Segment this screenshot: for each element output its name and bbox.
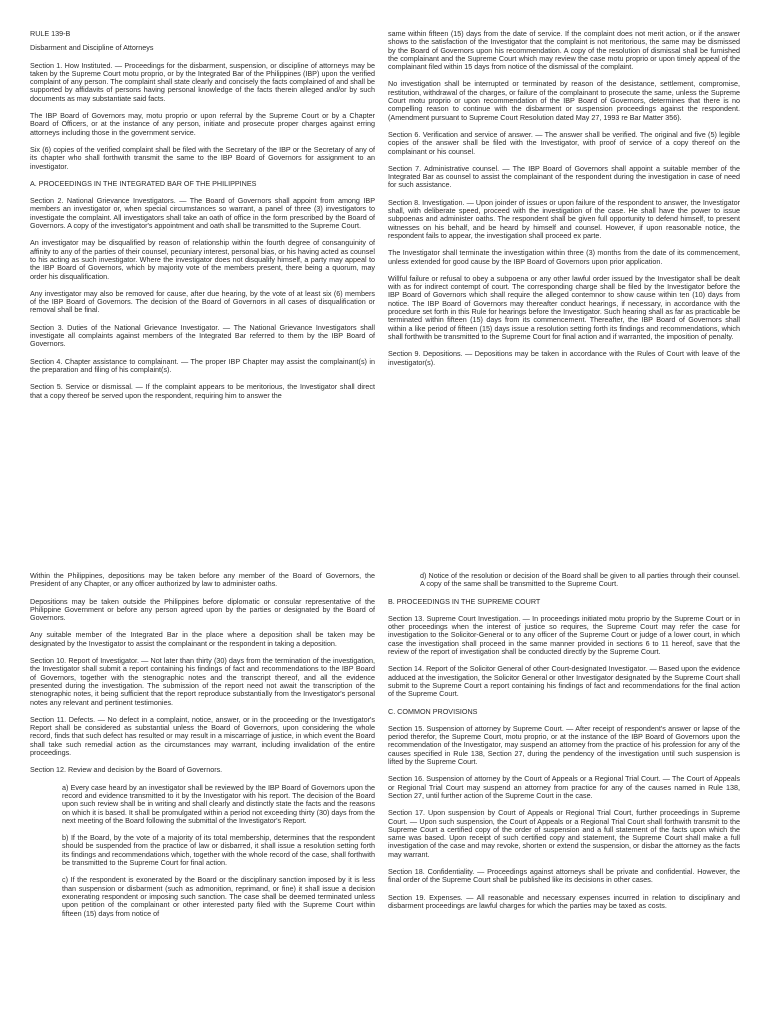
paragraph: A. PROCEEDINGS IN THE INTEGRATED BAR OF THE PHILIPPINES [30, 178, 257, 188]
paragraph: Section 3. Duties of the National Grievance Investigator. — The National Grievance Investigators shall investigate all complaints against members of the Integrated Bar referred to them by the IBP Board of Governors. [30, 322, 375, 349]
paragraph: Section 15. Suspension of attorney by Supreme Court. — After receipt of respondent's answer or lapse of the period therefor, the Supreme Court, motu proprio, or at the instance of the IBP Board of Governors upon the recommendation of the Investigator, may suspend an attorney from the practice of his profession for any of the causes specified in Rule 138, Section 27, during the pendency of the investigation until such suspension is lifted by the Supreme Court. [388, 723, 740, 767]
text-column-right [388, 572, 740, 1024]
paragraph: The IBP Board of Governors may, motu proprio or upon referral by the Supreme Court or by a Chapter Board of Officers, or at the instance of any person, initiate and prosecute proper charges against erring attorneys including those in the government service. [30, 111, 375, 137]
paragraph: Section 16. Suspension of attorney by the Court of Appeals or a Regional Trial Court. — The Court of Appeals or Regional Trial Court may suspend an attorney from practice for any of the causes named in Rule 138, Section 27, until further action of the Supreme Court in the case. [388, 774, 740, 800]
paragraph: Willful failure or refusal to obey a subpoena or any other lawful order issued by the Investigator shall be dealt with as for indirect contempt of court. The corresponding charge shall be filed by the Investigator before the IBP Board of Governors which shall require the alleged contemnor to show cause within ten (10) days from notice. The IBP Board of Governors may thereafter conduct hearings, if necessary, in accordance with the procedure set forth in this Rule for hearings before the Investigator. Such hearing shall as far as practicable be terminated within fifteen (15) days from its commencement. Thereafter, the IBP Board of Governors shall within a like period of fifteen (15) days issue a resolution setting forth its findings and recommendations, which shall forthwith be transmitted to the Supreme Court for final action and if warranted, the imposition of penalty. [388, 273, 740, 341]
paragraph: C. COMMON PROVISIONS [388, 706, 478, 716]
paragraph: b) If the Board, by the vote of a majority of its total membership, determines that the respondent should be suspended from the practice of law or disbarred, it shall issue a resolution setting forth its findings and recommendations which, together with the whole record of the case, shall forthwith be transmitted to the Supreme Court for final action. [62, 833, 375, 868]
document-page-bottom [0, 560, 768, 1024]
paragraph: Section 2. National Grievance Investigators. — The Board of Governors shall appoint from among IBP members an investigator or, when special circumstances so warrant, a panel of three (3) investigators to investigate the complaint. All investigators shall take an oath of office in the form prescribed by the Board of Governors. A copy of the investigator's appointment and oath shall be transmitted to the Supreme Court. [30, 196, 375, 231]
paragraph: Section 4. Chapter assistance to complainant. — The proper IBP Chapter may assist the complainant(s) in the preparation and filing of his complaint(s). [30, 356, 375, 374]
paragraph: Section 9. Depositions. — Depositions may be taken in accordance with the Rules of Court with leave of the investigator(s). [388, 349, 740, 367]
paragraph: Section 10. Report of Investigator. — Not later than thirty (30) days from the termination of the investigation, the Investigator shall submit a report containing his findings of fact and recommendations to the IBP Board of Governors, together with the stenographic notes and the transcript thereof, and all the evidence presented during the investigation. The submission of the report need not await the transcription of the stenographic notes, it being sufficient that the report reproduce substantially from the Investigator's personal notes any relevant and pertinent testimonies. [30, 656, 375, 707]
paragraph: An investigator may be disqualified by reason of relationship within the fourth degree of consanguinity of affinity to any of the parties of their counsel, pecuniary interest, personal bias, or his having acted as counsel to his acting as such investigator. Where the investigator does not disqualify himself, a party may appeal to the IBP Board of Governors, which by majority vote of the members present, there being a quorum, may order his disqualification. [30, 238, 375, 281]
paragraph: Any suitable member of the Integrated Bar in the place where a deposition shall be taken may be designated by the Investigator to assist the complainant or the respondent in taking a deposition. [30, 630, 375, 648]
paragraph: Section 19. Expenses. — All reasonable and necessary expenses incurred in relation to disciplinary and disbarment proceedings are lawful charges for which the parties may be taxed as costs. [388, 892, 740, 910]
paragraph: Section 12. Review and decision by the Board of Governors. [30, 765, 223, 775]
paragraph: Section 5. Service or dismissal. — If the complaint appears to be meritorious, the Investigator shall direct that a copy thereof be served upon the respondent, requiring him to answer the [30, 382, 375, 400]
paragraph: c) If the respondent is exonerated by the Board or the disciplinary sanction imposed by it is less than suspension or disbarment (such as admonition, reprimand, or fine) it shall issue a decision exonerating respondent or imposing such sanction. The case shall be deemed terminated unless upon petition of the complainant or other interested party filed with the Supreme Court within fifteen (15) days from notice of [62, 875, 375, 918]
text-column-left [30, 30, 375, 512]
paragraph: RULE 139-B [30, 30, 71, 38]
paragraph: Disbarment and Discipline of Attorneys [30, 43, 154, 53]
paragraph: Section 11. Defects. — No defect in a complaint, notice, answer, or in the proceeding or the Investigator's Report shall be considered as substantial unless the Board of Governors, upon considering the whole record, finds that such defect has resulted or may result in a miscarriage of justice, in which event the Board shall take such remedial action as the circumstances may warrant, including invalidation of the entire proceedings. [30, 714, 375, 758]
paragraph: Six (6) copies of the verified complaint shall be filed with the Secretary of the IBP or the Secretary of any of its chapter who shall forthwith transmit the same to the IBP Board of Governors for assignment to an investigator. [30, 144, 375, 171]
paragraph: Section 14. Report of the Solicitor General of other Court-designated Investigator. — Based upon the evidence adduced at the investigation, the Solicitor General or other Investigator designated by the Supreme Court shall submit to the Supreme Court a report containing his findings of fact and recommendations for the final action of the Supreme Court. [388, 664, 740, 699]
paragraph: Section 18. Confidentiality. — Proceedings against attorneys shall be private and confidential. However, the final order of the Supreme Court shall be published like its decisions in other cases. [388, 867, 740, 885]
text-column-left [30, 572, 375, 1024]
paragraph: Section 8. Investigation. — Upon joinder of issues or upon failure of the respondent to answer, the Investigator shall, with deliberate speed, proceed with the investigation of the case. He shall have the power to issue subpoenas and administer oaths. The respondent shall be given full opportunity to defend himself, to present witnesses on his behalf, and be heard by himself and counsel. However, if upon reasonable notice, the respondent fails to appear, the investigation shall proceed ex parte. [388, 197, 740, 240]
paragraph: Section 17. Upon suspension by Court of Appeals or Regional Trial Court, further proceedings in Supreme Court. — Upon such suspension, the Court of Appeals or a Regional Trial Court shall forthwith transmit to the Supreme Court a certified copy of the order of suspension and a full statement of the facts upon which the same was based. Upon receipt of such certified copy and statement, the Supreme Court shall make a full investigation of the case and may revoke, shorten or extend the suspension, or disbar the attorney as the facts may warrant. [388, 808, 740, 859]
paragraph: Section 13. Supreme Court Investigation. — In proceedings initiated motu proprio by the Supreme Court or in other proceedings when the interest of justice so requires, the Supreme Court may refer the case for investigation to the Solicitor-General or to any officer of the Supreme Court or judge of a lower court, in which case the investigation shall proceed in the same manner provided in sections 6 to 11 hereof, save that the review of the report of investigation shall be conducted directly by the Supreme Court. [388, 613, 740, 657]
text-column-right [388, 30, 740, 512]
paragraph: Section 7. Administrative counsel. — The IBP Board of Governors shall appoint a suitable member of the Integrated Bar as counsel to assist the complainant of the respondent during the investigation in case of need for such assistance. [388, 163, 740, 190]
paragraph: Section 6. Verification and service of answer. — The answer shall be verified. The original and five (5) legible copies of the answer shall be filed with the Investigator, with proof of service of a copy thereof on the complainant or his counsel. [388, 129, 740, 156]
paragraph: Any investigator may also be removed for cause, after due hearing, by the vote of at least six (6) members of the IBP Board of Governors. The decision of the Board of Governors in all cases of disqualification or removal shall be final. [30, 288, 375, 315]
paragraph: No investigation shall be interrupted or terminated by reason of the desistance, settlement, compromise, restitution, withdrawal of the charges, or failure of the complainant to prosecute the same, unless the Supreme Court motu proprio or upon recommendation of the IBP Board of Governors, determines that there is no compelling reason to continue with the disbarment or suspension proceedings against the respondent. (Amendment pursuant to Supreme Court Resolution dated May 27, 1993 re Bar Matter 356). [388, 79, 740, 122]
paragraph: same within fifteen (15) days from the date of service. If the complaint does not merit action, or if the answer shows to the satisfaction of the Investigator that the complaint is not meritorious, the same may be dismissed by the Board of Governors upon his recommendation. A copy of the resolution of dismissal shall be furnished the complainant and the Supreme Court which may review the case motu proprio or upon timely appeal of the complainant filed within 15 days from notice of the dismissal of the complaint. [388, 30, 740, 72]
paragraph: The Investigator shall terminate the investigation within three (3) months from the date of its commencement, unless extended for good cause by the IBP Board of Governors upon prior application. [388, 248, 740, 266]
paragraph: d) Notice of the resolution or decision of the Board shall be given to all parties through their counsel. A copy of the same shall be transmitted to the Supreme Court. [420, 572, 740, 589]
paragraph: Section 1. How Instituted. — Proceedings for the disbarment, suspension, or discipline of attorneys may be taken by the Supreme Court motu proprio, or by the Integrated Bar of the Philippines (IBP) upon the verified complaint of any person. The complaint shall state clearly and concisely the facts complained of and shall be supported by affidavits of persons having personal knowledge of the facts therein alleged and/or by such documents as may substantiate said facts. [30, 60, 375, 103]
paragraph: B. PROCEEDINGS IN THE SUPREME COURT [388, 596, 541, 606]
paragraph: a) Every case heard by an investigator shall be reviewed by the IBP Board of Governors upon the record and evidence transmitted to it by the Investigator with his report. The decision of the Board upon such review shall be in writing and shall clearly and distinctly state the facts and the reasons on which it is based. It shall be promulgated within a period not exceeding thirty (30) days from the next meeting of the Board following the submittal of the Investigator's Report. [62, 782, 375, 825]
paragraph: Depositions may be taken outside the Philippines before diplomatic or consular representative of the Philippine Government or before any person agreed upon by the parties or designated by the Board of Governors. [30, 596, 375, 623]
paragraph: Within the Philippines, depositions may be taken before any member of the Board of Governors, the President of any Chapter, or any officer authorized by law to administer oaths. [30, 572, 375, 589]
